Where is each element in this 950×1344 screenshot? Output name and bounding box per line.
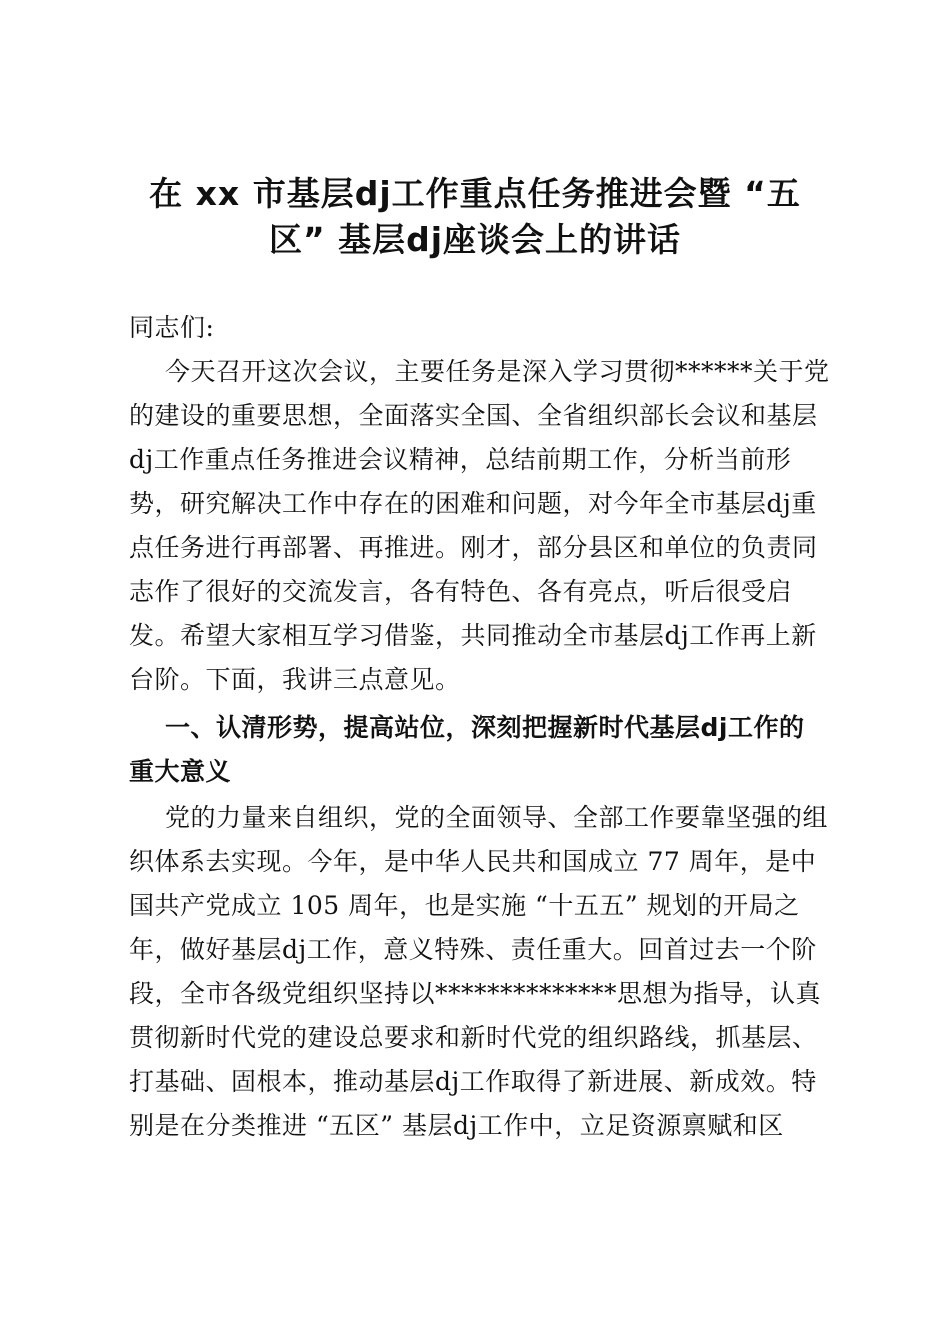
paragraph-2-line: 党的力量来自组织，党的全面领导、全部工作要靠坚强的组 xyxy=(165,803,829,832)
document-title-line-2: 区” 基层dj座谈会上的讲话 xyxy=(268,220,682,259)
greeting: 同志们: xyxy=(129,313,215,342)
document-title-line-1: 在 xx 市基层dj工作重点任务推进会暨 “五 xyxy=(149,174,801,213)
section-heading-1-line: 重大意义 xyxy=(129,757,232,786)
paragraph-2-line: 国共产党成立 105 周年，也是实施 “十五五” 规划的开局之 xyxy=(129,891,800,920)
paragraph-2-line: 别是在分类推进 “五区” 基层dj工作中，立足资源禀赋和区 xyxy=(129,1111,784,1140)
paragraph-1-line: 发。希望大家相互学习借鉴，共同推动全市基层dj工作再上新 xyxy=(129,621,817,650)
paragraph-2-line: 织体系去实现。今年，是中华人民共和国成立 77 周年，是中 xyxy=(129,847,817,876)
paragraph-2-line: 贯彻新时代党的建设总要求和新时代党的组织路线，抓基层、 xyxy=(129,1023,818,1052)
paragraph-1-line: 势，研究解决工作中存在的困难和问题，对今年全市基层dj重 xyxy=(129,489,817,518)
paragraph-1-line: 点任务进行再部署、再推进。刚才，部分县区和单位的负责同 xyxy=(129,533,818,562)
paragraph-2-line: 打基础、固根本，推动基层dj工作取得了新进展、新成效。特 xyxy=(129,1067,817,1096)
paragraph-1-line: 台阶。下面，我讲三点意见。 xyxy=(129,665,461,694)
paragraph-2-line: 段，全市各级党组织坚持以**************思想为指导，认真 xyxy=(129,979,822,1008)
paragraph-1-line: 今天召开这次会议，主要任务是深入学习贯彻******关于党 xyxy=(165,357,830,386)
paragraph-2-line: 年，做好基层dj工作，意义特殊、责任重大。回首过去一个阶 xyxy=(129,935,817,964)
paragraph-1-line: 的建设的重要思想，全面落实全国、全省组织部长会议和基层 xyxy=(129,401,818,430)
paragraph-1-line: 志作了很好的交流发言，各有特色、各有亮点，听后很受启 xyxy=(129,577,793,606)
paragraph-1-line: dj工作重点任务推进会议精神，总结前期工作，分析当前形 xyxy=(129,445,792,474)
section-heading-1-line: 一、认清形势，提高站位，深刻把握新时代基层dj工作的 xyxy=(165,713,805,742)
